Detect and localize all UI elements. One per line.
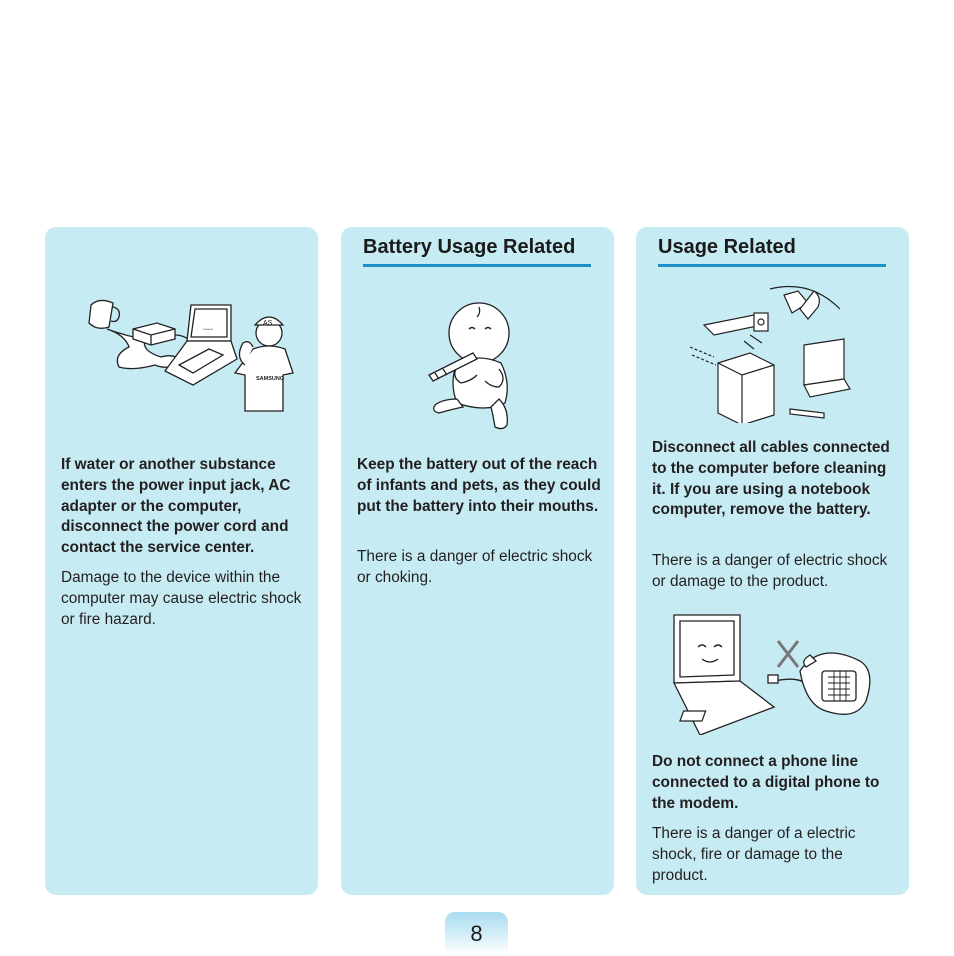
laptop-icon — [674, 615, 774, 735]
cap-text: AS — [263, 320, 273, 327]
shirt-logo-text: SAMSUNG — [256, 376, 285, 382]
panel-water-warning — [45, 227, 318, 895]
section-title-usage: Usage Related — [658, 236, 886, 267]
warning-bold-text: Do not connect a phone line connected to a digital phone to the modem. — [652, 753, 880, 812]
page-number: 8 — [445, 912, 508, 954]
baby-icon — [434, 303, 509, 429]
cleaning-cloth-icon — [770, 287, 840, 320]
laptop-icon — [804, 339, 850, 397]
phone-icon — [800, 653, 870, 714]
warning-bold-text: Disconnect all cables connected to the computer before cleaning it. If you are using a notebook computer, remove the battery. — [652, 439, 890, 519]
warning-detail-text: There is a danger of electric shock or damage to the product. — [652, 552, 888, 590]
laptop-icon — [165, 305, 237, 385]
phone-jack — [768, 675, 778, 683]
panel-usage-related — [636, 227, 909, 895]
unplug-cleaning-illustration — [684, 285, 854, 423]
warning-detail-text: Damage to the device within the computer may cause electric shock or fire hazard. — [61, 569, 302, 628]
cup-icon — [89, 300, 119, 328]
service-man-icon — [235, 317, 293, 411]
water-spill-illustration — [81, 295, 301, 413]
warning-bold-text: If water or another substance enters the power input jack, AC adapter or the computer, disconnect the power cord and contact the service center. — [61, 456, 291, 557]
warning-detail-text: There is a danger of electric shock or choking. — [357, 548, 593, 586]
warning-bold-text: Keep the battery out of the reach of infants and pets, as they could put the battery into their mouths. — [357, 456, 601, 515]
section-title-battery: Battery Usage Related — [363, 236, 591, 267]
baby-battery-illustration — [427, 301, 527, 433]
desktop-icon — [718, 353, 774, 423]
svg-text:﹏: ﹏ — [203, 321, 213, 332]
battery-pack-icon — [790, 409, 824, 418]
warning-detail-text: There is a danger of a electric shock, fire or damage to the product. — [652, 825, 856, 884]
panel-battery-usage — [341, 227, 614, 895]
phone-line-illustration — [670, 611, 876, 735]
x-mark-icon — [778, 641, 798, 667]
